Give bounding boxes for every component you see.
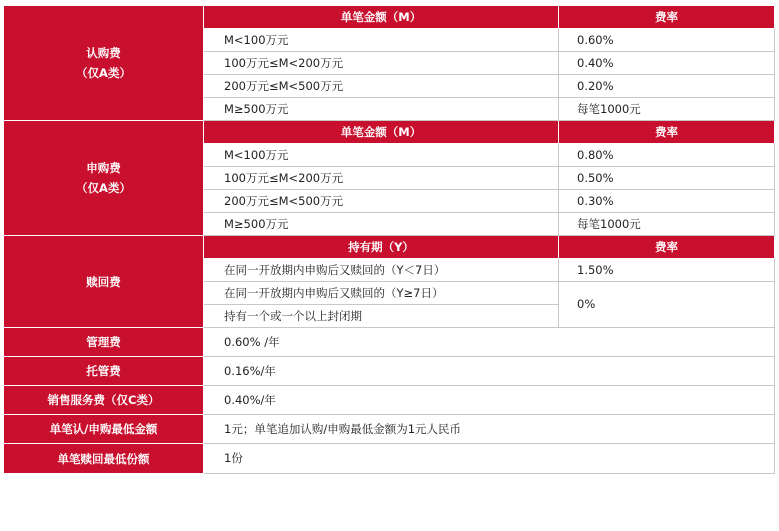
purchase-amount-cell: 100万元≤M<200万元 bbox=[204, 167, 559, 190]
custody-fee-value: 0.16%/年 bbox=[204, 357, 775, 386]
management-fee-label: 管理费 bbox=[4, 328, 204, 357]
purchase-rate-header: 费率 bbox=[559, 121, 775, 144]
purchase-label-line1: 申购费 bbox=[86, 161, 121, 175]
subscription-amount-header: 单笔金额（M） bbox=[204, 6, 559, 29]
subscription-amount-cell: 200万元≤M<500万元 bbox=[204, 75, 559, 98]
purchase-amount-header: 单笔金额（M） bbox=[204, 121, 559, 144]
sales-service-fee-value: 0.40%/年 bbox=[204, 386, 775, 415]
redemption-period-cell: 持有一个或一个以上封闭期 bbox=[204, 305, 559, 328]
redemption-shared-rate-cell: 0% bbox=[559, 282, 775, 328]
subscription-rate-cell: 0.20% bbox=[559, 75, 775, 98]
redemption-period-cell: 在同一开放期内申购后又赎回的（Y≥7日） bbox=[204, 282, 559, 305]
purchase-rate-cell: 0.30% bbox=[559, 190, 775, 213]
fee-table-container bbox=[3, 5, 774, 474]
min-redemption-shares-label: 单笔赎回最低份额 bbox=[4, 444, 204, 474]
fee-table bbox=[3, 5, 775, 474]
redemption-period-header: 持有期（Y） bbox=[204, 236, 559, 259]
management-fee-value: 0.60% /年 bbox=[204, 328, 775, 357]
sales-service-fee-label: 销售服务费（仅C类） bbox=[4, 386, 204, 415]
purchase-rate-cell: 0.80% bbox=[559, 144, 775, 167]
subscription-fee-label bbox=[4, 6, 204, 121]
min-purchase-amount-value: 1元；单笔追加认购/申购最低金额为1元人民币 bbox=[204, 415, 775, 444]
purchase-label-line2: （仅A类） bbox=[76, 181, 131, 195]
purchase-fee-label bbox=[4, 121, 204, 236]
subscription-amount-cell: M<100万元 bbox=[204, 29, 559, 52]
redemption-period-cell: 在同一开放期内申购后又赎回的（Y＜7日） bbox=[204, 259, 559, 282]
purchase-rate-cell: 每笔1000元 bbox=[559, 213, 775, 236]
redemption-fee-label: 赎回费 bbox=[4, 236, 204, 328]
subscription-amount-cell: 100万元≤M<200万元 bbox=[204, 52, 559, 75]
min-purchase-amount-label: 单笔认/申购最低金额 bbox=[4, 415, 204, 444]
subscription-label-line2: （仅A类） bbox=[76, 66, 131, 80]
custody-fee-label: 托管费 bbox=[4, 357, 204, 386]
purchase-amount-cell: M≥500万元 bbox=[204, 213, 559, 236]
purchase-rate-cell: 0.50% bbox=[559, 167, 775, 190]
redemption-rate-header: 费率 bbox=[559, 236, 775, 259]
subscription-rate-cell: 每笔1000元 bbox=[559, 98, 775, 121]
subscription-amount-cell: M≥500万元 bbox=[204, 98, 559, 121]
subscription-rate-cell: 0.40% bbox=[559, 52, 775, 75]
redemption-rate-cell: 1.50% bbox=[559, 259, 775, 282]
min-redemption-shares-value: 1份 bbox=[204, 444, 775, 474]
subscription-rate-header: 费率 bbox=[559, 6, 775, 29]
purchase-amount-cell: 200万元≤M<500万元 bbox=[204, 190, 559, 213]
purchase-amount-cell: M<100万元 bbox=[204, 144, 559, 167]
subscription-rate-cell: 0.60% bbox=[559, 29, 775, 52]
subscription-label-line1: 认购费 bbox=[86, 46, 121, 60]
